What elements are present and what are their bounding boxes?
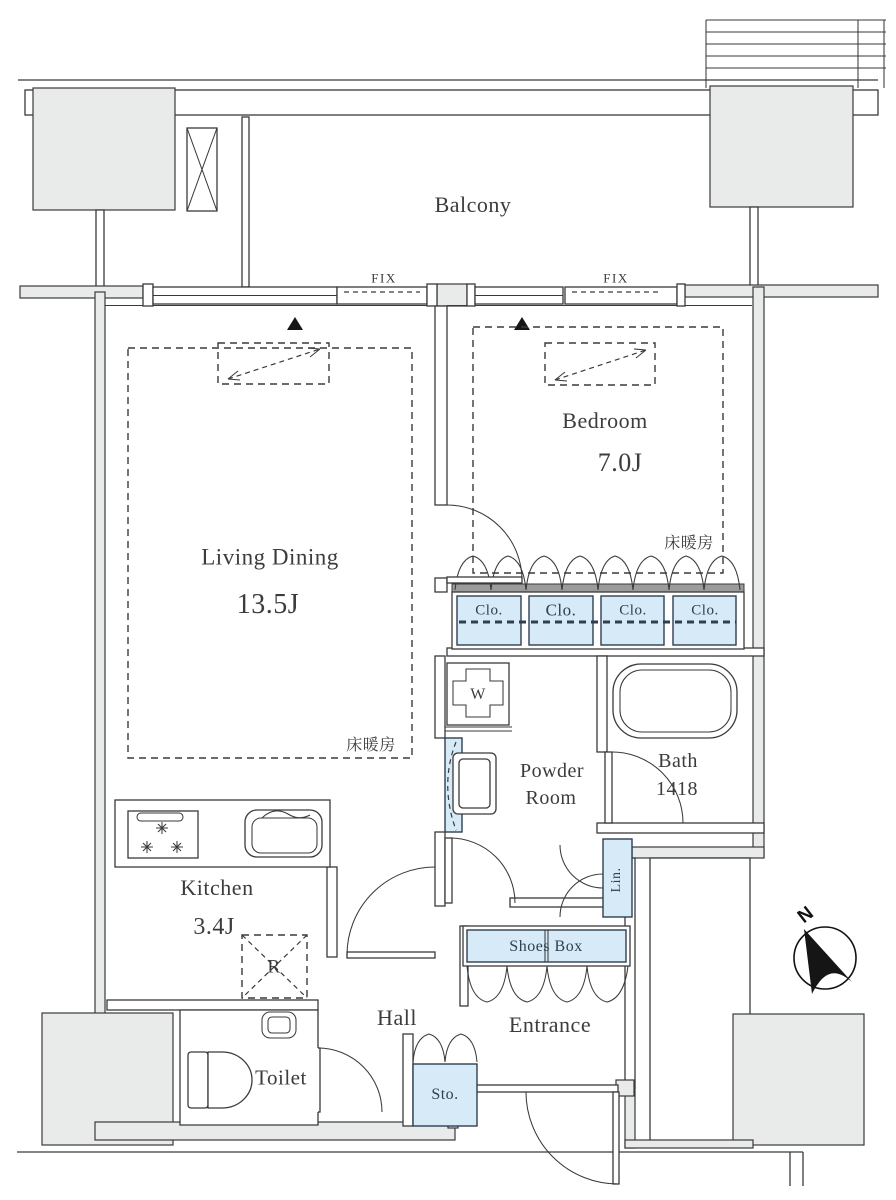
living-window — [143, 284, 437, 330]
left-wall — [95, 292, 105, 1138]
bathtub — [613, 664, 737, 738]
window-band — [20, 284, 878, 330]
kitchen-name: Kitchen — [180, 875, 254, 900]
living-dining-size: 13.5J — [236, 589, 300, 620]
column-bottom-right — [733, 1014, 864, 1145]
kitchen-size: 3.4J — [193, 914, 235, 940]
vanity-sink — [445, 738, 496, 832]
door-direction-marker — [514, 317, 530, 330]
balcony-label: Balcony — [434, 192, 512, 217]
storage-closet — [413, 1034, 477, 1126]
closet-label-2: Clo. — [545, 600, 577, 620]
closet-label-3: Clo. — [619, 602, 647, 619]
louver-grille — [706, 20, 886, 88]
right-wall — [753, 287, 764, 857]
balcony-partition — [242, 117, 249, 287]
linen-label: Lin. — [609, 867, 624, 893]
powder-room-label-line1: Powder — [519, 760, 585, 782]
refrigerator-label: R — [267, 956, 281, 978]
powder-room-door — [445, 838, 515, 903]
column-top-left — [33, 88, 175, 210]
closet-label-4: Clo. — [691, 602, 719, 619]
storage-label: Sto. — [431, 1086, 459, 1103]
toilet-fixture — [188, 1052, 252, 1108]
fix-window-label-right: FIX — [603, 270, 629, 286]
washer-label: W — [470, 686, 486, 703]
shoes-box-label: Shoes Box — [509, 938, 583, 955]
pipe-shaft — [187, 128, 217, 211]
floor-heating-label-bedroom: 床暖房 — [664, 535, 714, 552]
kitchen-counter — [115, 800, 330, 867]
kitchen-hall-door — [347, 867, 435, 958]
bedroom-door — [447, 505, 522, 583]
fix-window-label-left: FIX — [371, 270, 397, 286]
toilet-label: Toilet — [255, 1065, 307, 1090]
bath-name: Bath — [658, 750, 698, 772]
floor-heating-label-living: 床暖房 — [346, 737, 396, 754]
column-top-right — [710, 86, 853, 207]
hall-label: Hall — [377, 1005, 417, 1030]
entrance-label: Entrance — [508, 1012, 592, 1037]
ac-unit-living — [218, 343, 329, 384]
bedroom-size: 7.0J — [597, 448, 643, 477]
stove — [128, 811, 198, 858]
living-dining-name: Living Dining — [201, 544, 339, 570]
bedroom-name: Bedroom — [562, 408, 648, 433]
toilet-door — [315, 1048, 382, 1112]
bath-size: 1418 — [656, 778, 698, 800]
door-direction-marker — [287, 317, 303, 330]
north-compass-icon — [794, 927, 856, 994]
closet-label-1: Clo. — [475, 602, 503, 619]
north-label: N — [793, 902, 819, 928]
ac-unit-bedroom — [545, 343, 655, 385]
balcony-structure — [18, 20, 886, 290]
powder-room-label-line2: Room — [525, 787, 577, 809]
bedroom-window — [467, 284, 685, 330]
kitchen-sink — [245, 810, 322, 857]
